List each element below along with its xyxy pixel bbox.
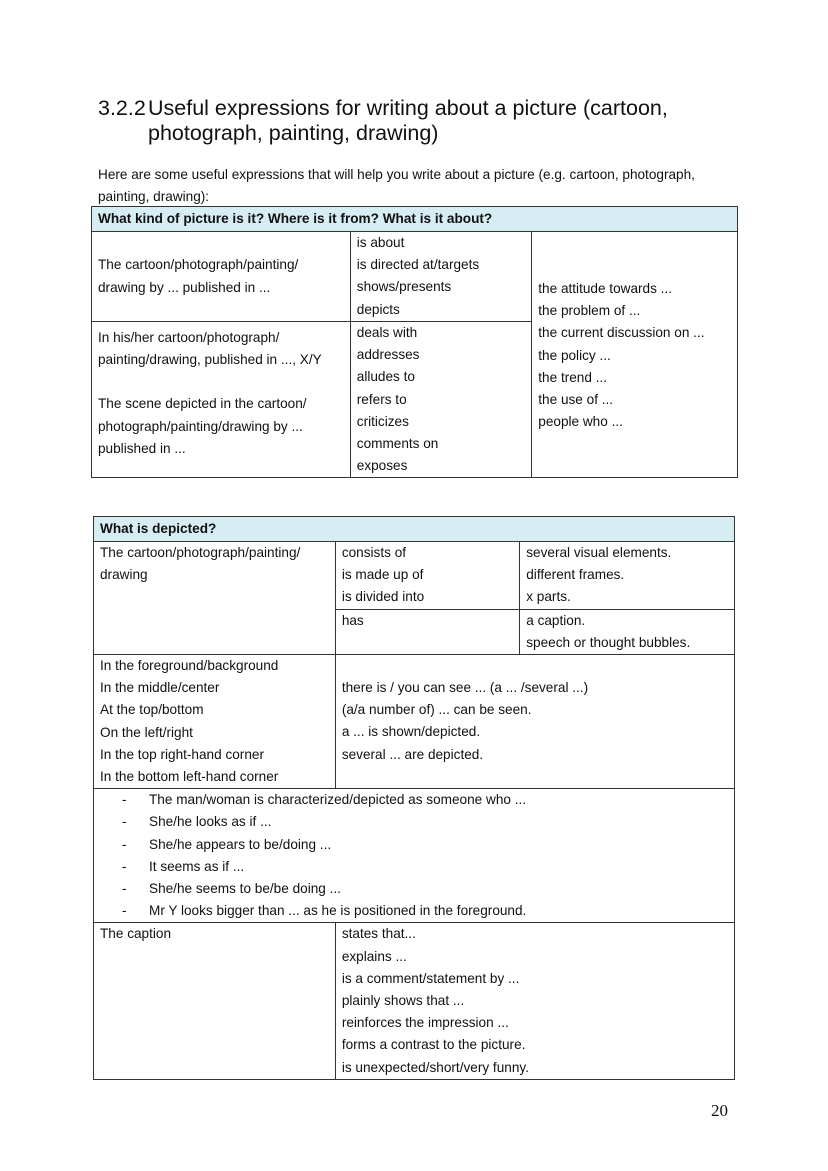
table-cell-positions <box>94 655 336 789</box>
table-cell-phrases <box>335 655 734 789</box>
text-line: several ... are depicted. <box>341 746 484 762</box>
table-cell-verbs <box>335 609 519 654</box>
text-line: x parts. <box>526 589 571 605</box>
text-line: states that... <box>341 926 416 942</box>
text-line: On the left/right <box>100 724 193 740</box>
text-line: plainly shows that ... <box>341 993 465 1009</box>
text-line: forms a contrast to the picture. <box>341 1037 526 1053</box>
spacer <box>98 371 344 393</box>
table-cell-verbs <box>350 232 532 322</box>
text-line: a caption. <box>526 612 586 628</box>
text-line: is about <box>356 235 405 250</box>
text-line: is directed at/targets <box>356 257 480 273</box>
text-line: the use of ... <box>538 392 614 408</box>
text-line: depicts <box>356 301 400 317</box>
bullet-item: - She/he appears to be/doing ... <box>122 834 734 856</box>
bullet-item: - Mr Y looks bigger than ... as he is positioned in the foreground. <box>122 900 734 922</box>
page-number: 20 <box>711 1101 728 1120</box>
text-line: different frames. <box>526 567 625 583</box>
text-line: drawing <box>100 567 148 583</box>
text-line: reinforces the impression ... <box>341 1015 509 1031</box>
table-cell-subject <box>94 542 336 655</box>
section-title <box>98 96 668 146</box>
table-cell-caption-phrases <box>335 923 734 1079</box>
section-title-line2: photograph, painting, drawing) <box>148 121 439 145</box>
text-line: photograph/painting/drawing by ... <box>98 418 303 434</box>
text-line: the attitude towards ... <box>538 281 673 296</box>
text-line: is made up of <box>341 567 424 583</box>
text-line: The cartoon/photograph/painting/ <box>98 257 299 273</box>
text-line: several visual elements. <box>526 545 672 560</box>
text-line: The cartoon/photograph/painting/ <box>100 545 301 560</box>
bullet-item: - The man/woman is characterized/depicted as someone who ... <box>122 789 734 811</box>
text-line: The scene depicted in the cartoon/ <box>98 396 307 412</box>
text-line: the current discussion on ... <box>538 325 705 341</box>
table-cell-objects <box>520 542 735 610</box>
table-cell-subject <box>92 232 351 322</box>
text-line: addresses <box>356 347 420 363</box>
text-line: the problem of ... <box>538 303 641 319</box>
table-cell-objects <box>532 232 738 478</box>
bullet-item: - It seems as if ... <box>122 856 734 878</box>
text-line: is a comment/statement by ... <box>341 970 520 986</box>
text-line: (a/a number of) ... can be seen. <box>341 702 532 718</box>
intro-paragraph: Here are some useful expressions that will help you write about a picture (e.g. cartoon, photograph, painting, drawing): <box>98 167 695 204</box>
text-line: consists of <box>341 545 407 560</box>
text-line: In his/her cartoon/photograph/ <box>98 330 280 345</box>
text-line: published in ... <box>98 440 186 456</box>
text-line: criticizes <box>356 413 409 429</box>
text-line: In the bottom left-hand corner <box>100 769 279 785</box>
table-cell-verbs <box>335 542 519 610</box>
table-header: What kind of picture is it? Where is it from? What is it about? <box>92 207 738 232</box>
text-line: the policy ... <box>538 347 611 363</box>
table-cell-bullet-list <box>94 789 735 923</box>
table-cell-verbs <box>350 322 532 478</box>
text-line: deals with <box>356 325 418 340</box>
text-line: refers to <box>356 391 407 407</box>
table-cell-objects <box>520 609 735 654</box>
text-line: At the top/bottom <box>100 702 204 718</box>
table-header: What is depicted? <box>94 517 735 542</box>
bullet-item: - She/he seems to be/be doing ... <box>122 878 734 900</box>
bullet-item: - She/he looks as if ... <box>122 811 734 833</box>
text-line: painting/drawing, published in ..., X/Y <box>98 352 322 368</box>
table-cell-subject <box>92 322 351 478</box>
text-line: In the top right-hand corner <box>100 746 264 762</box>
text-line: a ... is shown/depicted. <box>341 724 481 740</box>
section-title-line1: Useful expressions for writing about a picture (cartoon, <box>148 96 668 120</box>
text-line: In the foreground/background <box>100 658 279 674</box>
text-line: shows/presents <box>356 279 452 295</box>
text-line: there is / you can see ... (a ... /several ...) <box>341 680 589 696</box>
depiction-table <box>93 516 735 1080</box>
text-line: is unexpected/short/very funny. <box>341 1059 529 1075</box>
text-line: drawing by ... published in ... <box>98 279 271 295</box>
text-line: has <box>341 612 364 628</box>
text-line: people who ... <box>538 414 623 430</box>
text-line: the trend ... <box>538 369 608 385</box>
picture-source-table <box>91 206 738 478</box>
text-line: is divided into <box>341 589 425 605</box>
section-number: 3.2.2 <box>98 96 146 120</box>
text-line: exposes <box>356 458 408 474</box>
text-line: speech or thought bubbles. <box>526 634 691 650</box>
text-line: comments on <box>356 436 439 452</box>
text-line: alludes to <box>356 369 415 385</box>
text-line: In the middle/center <box>100 680 220 696</box>
table-cell-caption-subject: The caption <box>94 923 336 1079</box>
text-line: explains ... <box>341 948 407 964</box>
